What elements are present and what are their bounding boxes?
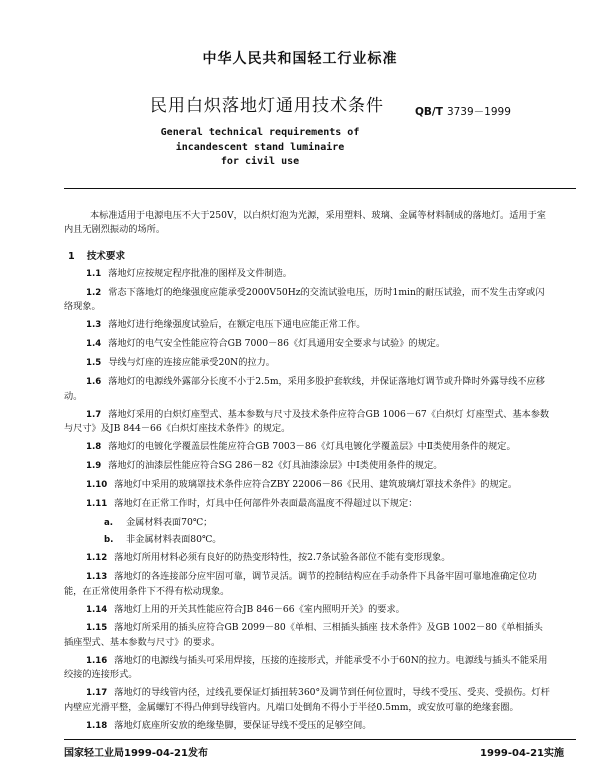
document-title-cn: 民用白炽落地灯通用技术条件: [150, 96, 384, 116]
clause-text: 落地灯底座所安放的绝缘垫脚，要保证导线不受压的足够空间。: [114, 719, 372, 731]
clause-1-11: [64, 497, 550, 512]
requirements-list: [64, 267, 550, 738]
section-number: 1: [68, 251, 75, 262]
clause-text: 落地灯的电气安全性能应符合GB 7000－86《灯具通用安全要求与试验》的规定。: [108, 338, 446, 350]
clause-text: 落地灯在正常工作时，灯具中任何部件外表面最高温度不得超过以下规定：: [114, 497, 418, 509]
clause-1-1: [64, 267, 550, 282]
clause-text: 落地灯中采用的玻璃罩技术条件应符合ZBY 22006－86《民用、建筑玻璃灯罩技术条件》的规定。: [114, 478, 518, 490]
clause-text: 落地灯进行绝缘强度试验后，在额定电压下通电应能正常工作。: [108, 319, 366, 331]
title-en-line: General technical requirements of: [160, 127, 360, 138]
clause-number: 1.8: [86, 442, 102, 453]
clause-text: 落地灯的各连接部分应牢固可靠，调节灵活。调节的控制结构应在手动条件下具备牢固可靠地准确定位功能，在正常使用条件下不得有松动现象。: [64, 571, 537, 597]
clause-1-5: [64, 356, 550, 371]
clause-text: 导线与灯座的连接应能承受20N的拉力。: [108, 357, 275, 369]
clause-text: 落地灯的电镀化学覆盖层性能应符合GB 7003－86《灯具电镀化学覆盖层》中Ⅱ类使用条件的规定。: [108, 441, 516, 453]
title-en-line: incandescent stand luminaire: [175, 141, 345, 153]
sub-clause-number: b.: [104, 535, 114, 546]
clause-number: 1.3: [86, 320, 102, 331]
clause-text: 落地灯所采用的插头应符合GB 2099－80《单相、三相插头插座 技术条件》及GB 1002－80《单相插头插座型式、基本参数与尺寸》的要求。: [64, 622, 543, 648]
section-heading: [68, 248, 137, 262]
clause-number: 1.14: [86, 604, 108, 615]
clause-text: 落地灯上用的开关其性能应符合JB 846－66《室内照明开关》的要求。: [114, 603, 405, 615]
footer-divider: [64, 739, 576, 740]
clause-1-6: [64, 375, 550, 403]
clause-text: 落地灯的导线管内径，过线孔要保证灯插扭转360°及调节到任何位置时，导线不受压、受夹、受损伤。灯杆内壁应光滑平整，金属螺钉不得凸伸到导线管内。凡端口处倒角不得小于半径0.5mm，或安放可靠的绝缘套圈。: [64, 687, 550, 713]
clause-text: 落地灯采用的白炽灯座型式、基本参数与尺寸及技术条件应符合GB 1006－67《白炽灯 灯座型式、基本参数与尺寸》及JB 844－66《白炽灯座技术条件》的规定。: [64, 408, 550, 435]
clause-number: 1.13: [86, 572, 108, 583]
clause-number: 1.7: [86, 409, 102, 420]
clause-1-10: [64, 478, 550, 493]
clause-text: 落地灯的油漆层性能应符合SG 286－82《灯具油漆涂层》中Ⅰ类使用条件的规定。: [108, 459, 443, 471]
sub-clause-text: 非金属材料表面80℃。: [126, 534, 222, 546]
clause-text: 落地灯应按规定程序批准的图样及文件制造。: [108, 268, 292, 279]
clause-number: 1.18: [86, 720, 108, 731]
clause-number: 1.5: [86, 358, 102, 369]
clause-1-3: [64, 318, 550, 333]
sub-clause-a: [64, 516, 550, 531]
clause-1-17: [64, 686, 550, 714]
scope-paragraph: 本标准适用于电源电压不大于250V，以白炽灯泡为光源，采用塑料、玻璃、金属等材料制成的落地灯。适用于室内且无剧烈振动的场所。: [64, 210, 546, 235]
clause-number: 1.15: [86, 623, 108, 634]
clause-text: 落地灯所用材料必须有良好的防热变形特性，按2.7条试验各部位不能有变形现象。: [114, 552, 451, 564]
approval-line: 国家轻工业局1999-04-21发布: [64, 748, 208, 759]
clause-text: 常态下落地灯的绝缘强度应能承受2000V50Hz的交流试验电压，历时1min的耐压试验，而不发生击穿或闪络现象。: [64, 286, 545, 313]
clause-number: 1.11: [86, 498, 108, 509]
clause-1-8: [64, 440, 550, 455]
sub-clause-b: [64, 533, 550, 548]
clause-number: 1.17: [86, 688, 108, 699]
clause-number: 1.6: [86, 377, 102, 388]
clause-number: 1.10: [86, 479, 108, 490]
clause-1-12: [64, 551, 550, 566]
standard-code-prefix: QB/T: [415, 106, 443, 118]
standard-org-heading: 中华人民共和国轻工行业标准: [202, 51, 398, 67]
clause-1-4: [64, 337, 550, 352]
header-divider: [64, 188, 576, 189]
clause-number: 1.1: [86, 269, 102, 279]
standard-number: [415, 104, 511, 119]
sub-clause-text: 金属材料表面70℃；: [126, 516, 213, 528]
clause-1-13: [64, 570, 550, 598]
clause-number: 1.4: [86, 339, 102, 350]
clause-text: 落地灯的电源线与插头可采用焊接，压接的连接形式，并能承受不小于60N的拉力。电源线与插头不能采用绞接的连接形式。: [64, 654, 548, 681]
clause-text: 落地灯的电源线外露部分长度不小于2.5m，采用多股护套软线，并保证落地灯调节或升降时外露导线不应移动。: [64, 376, 545, 402]
clause-1-14: [64, 603, 550, 618]
sub-clause-number: a.: [104, 517, 114, 528]
clause-1-9: [64, 459, 550, 474]
clause-number: 1.12: [86, 553, 108, 564]
clause-1-15: [64, 621, 550, 649]
title-en-line: for civil use: [220, 156, 300, 167]
clause-1-7: [64, 408, 550, 436]
clause-number: 1.2: [86, 287, 102, 298]
standard-code: 3739－1999: [446, 106, 511, 118]
implementation-date: 1999-04-21实施: [480, 748, 564, 759]
clause-1-2: [64, 286, 550, 314]
clause-number: 1.16: [86, 655, 108, 666]
clause-number: 1.9: [86, 460, 102, 471]
clause-1-16: [64, 654, 550, 682]
clause-1-18: [64, 719, 550, 734]
document-title-en: [150, 126, 370, 170]
section-title: 技术要求: [86, 251, 126, 262]
